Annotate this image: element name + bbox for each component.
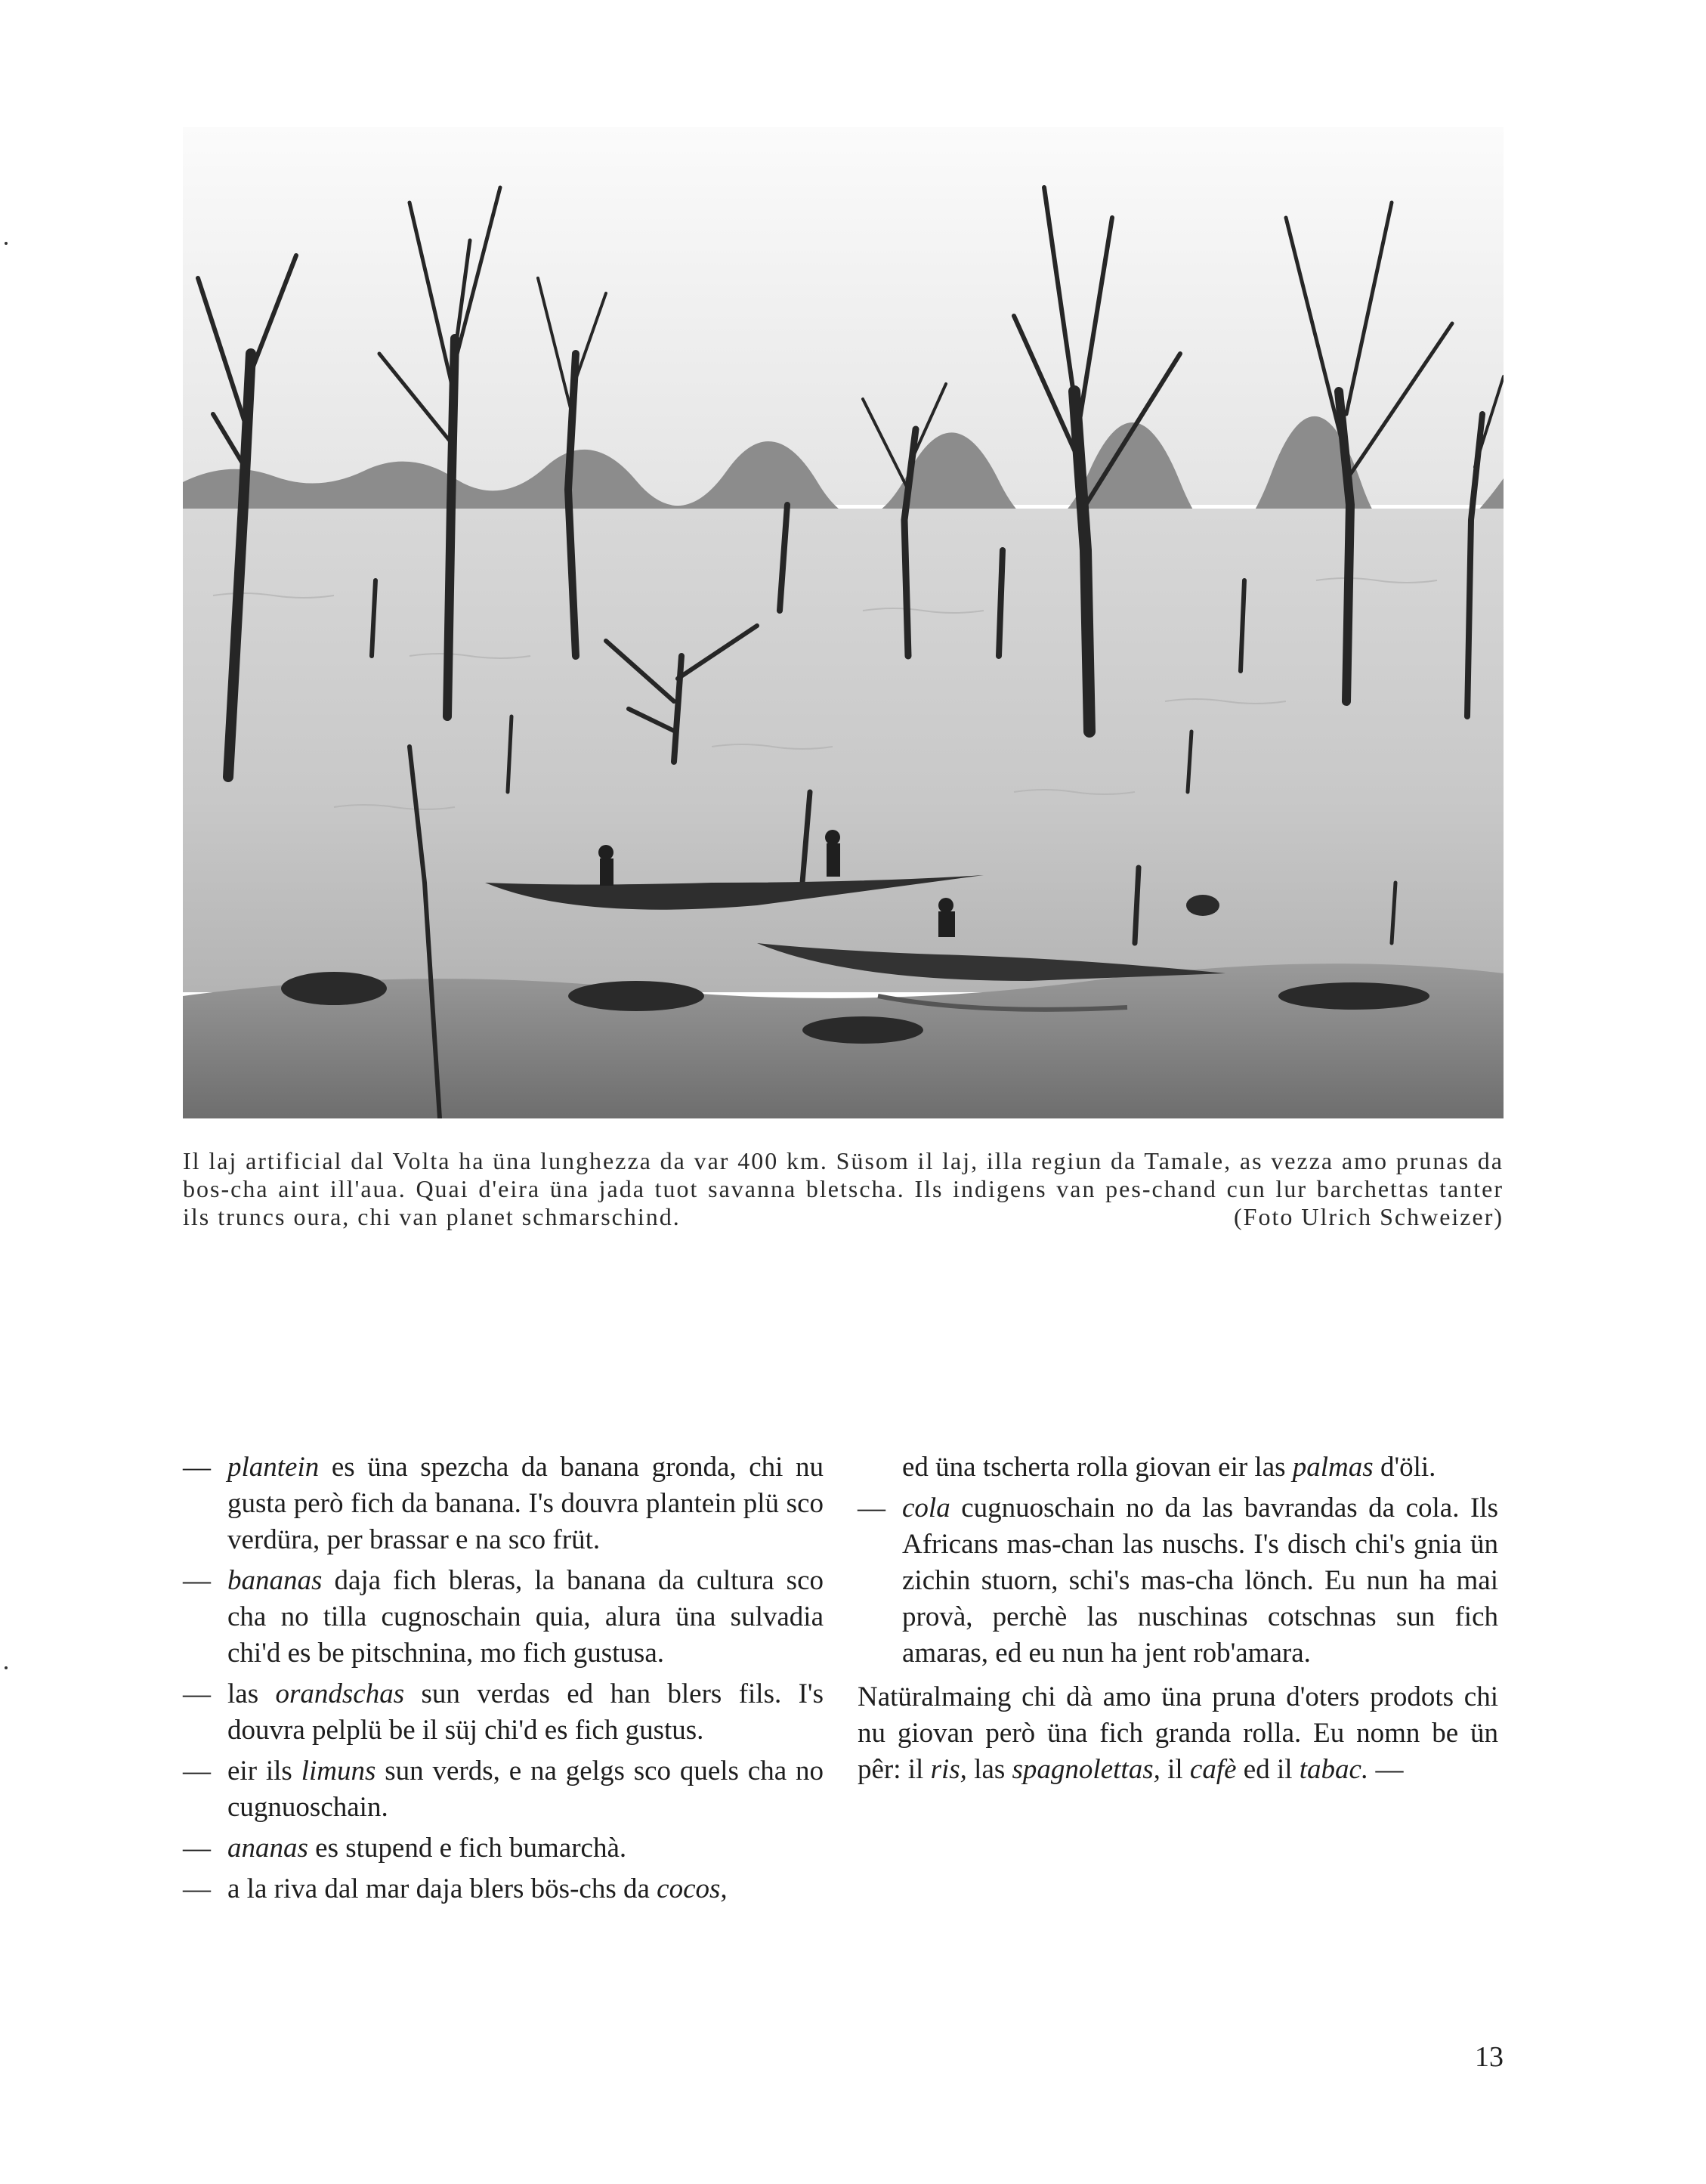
- left-column: [183, 1449, 824, 1912]
- photo-drawing: [183, 127, 1504, 1118]
- para-text: Natüralmaing chi dà amo üna pruna d'oters prodots chi nu giovan però üna fich granda rolla. Eu nomn be ün pêr: il: [858, 1681, 1498, 1785]
- list-item: [183, 1676, 824, 1749]
- list-text-pre: a la riva dal mar daja blers bös-chs da: [227, 1873, 657, 1904]
- list-item: [183, 1563, 824, 1672]
- list-dash: —: [183, 1452, 211, 1483]
- scan-speck: [5, 1666, 8, 1669]
- list-term: plantein: [227, 1452, 320, 1483]
- right-column: [858, 1449, 1498, 1788]
- photo-credit: (Foto Ulrich Schweizer): [1233, 1203, 1504, 1230]
- para-term: cafè: [1189, 1754, 1237, 1785]
- para-term: ris,: [930, 1754, 967, 1785]
- photo-caption: [183, 1147, 1504, 1231]
- list-dash: —: [183, 1833, 211, 1864]
- list-item: [183, 1871, 824, 1907]
- list-item: [858, 1490, 1498, 1672]
- list-text-pre: eir ils: [227, 1756, 301, 1786]
- cont-term: palmas: [1292, 1452, 1374, 1483]
- para-text: ed il: [1236, 1754, 1300, 1785]
- list-text-pre: las: [227, 1678, 276, 1709]
- lake-water: [183, 509, 1504, 992]
- flooded-forest-photo: [183, 127, 1504, 1118]
- page-number: 13: [1475, 2041, 1504, 2073]
- list-text: es üna spezcha da banana gronda, chi nu gusta però fich da banana. I's douvra plantein plü sco verdüra, per brassar e na sco früt.: [227, 1452, 824, 1555]
- list-term: limuns: [301, 1756, 376, 1786]
- scan-speck: [5, 242, 8, 245]
- list-dash: —: [183, 1678, 211, 1709]
- cont-text: d'öli.: [1373, 1452, 1436, 1483]
- list-term: ananas: [227, 1833, 308, 1864]
- para-text: il: [1160, 1754, 1190, 1785]
- list-text: daja fich bleras, la banana da cultura sco cha no tilla cugnoschain quia, alura üna sulvadia chi'd es be pitschnina, mo fich gustusa.: [227, 1565, 824, 1669]
- list-dash: —: [183, 1756, 211, 1786]
- para-term: spagnolettas,: [1012, 1754, 1161, 1785]
- list-dash: —: [183, 1565, 211, 1596]
- para-term: tabac.: [1299, 1754, 1369, 1785]
- para-text: las: [966, 1754, 1012, 1785]
- list-item: [183, 1753, 824, 1826]
- cont-text-pre: ed üna tscherta rolla giovan eir las: [902, 1452, 1293, 1483]
- list-text: sun verdas ed han blers fils. I's douvra pelplü be il süj chi'd es fich gustus.: [227, 1678, 824, 1746]
- para-text: —: [1368, 1754, 1404, 1785]
- list-item: [183, 1830, 824, 1867]
- caption-text: Il laj artificial dal Volta ha üna lunghezza da var 400 km. Süsom il laj, illa regiun da Tamale, as vezza amo prunas da bos-cha aint ill'aua. Quai d'eira üna jada tuot savanna bletscha. Ils indigens van pes-chand cun lur barchettas tanter ils truncs oura, chi van planet schmarschind.: [183, 1147, 1504, 1230]
- list-term: cocos,: [657, 1873, 728, 1904]
- list-term: orandschas: [275, 1678, 405, 1709]
- list-term: cola: [902, 1493, 950, 1524]
- continued-item: [858, 1449, 1498, 1486]
- list-dash: —: [858, 1493, 885, 1524]
- list-dash: —: [183, 1873, 211, 1904]
- list-text: sun verds, e na gelgs sco quels cha no cugnuoschain.: [227, 1756, 824, 1823]
- list-text: cugnuoschain no da las bavrandas da cola. Ils Africans mas-chan las nuschs. I's disch chi's gnia ün zichin stuorn, schi's mas-cha lönch. Eu nun ha mai provà, perchè las nuschinas cotschnas sun fich amaras, ed eu nun ha jent rob'amara.: [902, 1493, 1498, 1669]
- list-text: es stupend e fich bumarchà.: [308, 1833, 627, 1864]
- closing-paragraph: [858, 1679, 1498, 1788]
- list-item: [183, 1449, 824, 1558]
- list-term: bananas: [227, 1565, 323, 1596]
